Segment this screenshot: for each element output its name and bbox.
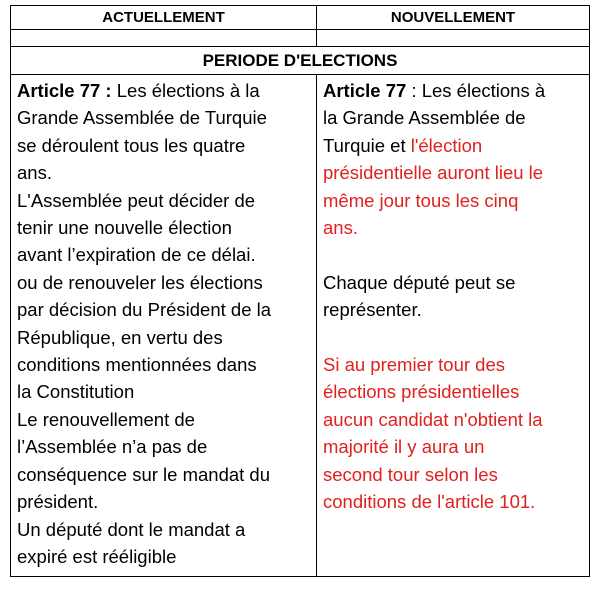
section-title: PERIODE D'ELECTIONS: [202, 51, 398, 70]
current-line: président.: [17, 491, 99, 513]
new-red-line: aucun candidat n'obtient la: [323, 408, 543, 430]
current-line: ans.: [17, 162, 52, 184]
new-line-3-black: Turquie et: [323, 134, 411, 156]
current-line: ou de renouveler les élections: [17, 271, 263, 293]
new-line-2: la Grande Assemblée de: [323, 107, 526, 129]
current-line: la Constitution: [17, 381, 135, 403]
paragraph-gap: [323, 241, 583, 268]
new-red-line: élections présidentielles: [323, 381, 520, 403]
current-text-cell: [11, 75, 317, 576]
current-line: tenir une nouvelle élection: [17, 217, 232, 239]
current-line: Grande Assemblée de Turquie: [17, 107, 267, 129]
paragraph-gap: [323, 324, 583, 351]
new-line-3: [323, 132, 583, 159]
new-black-line: Chaque député peut se: [323, 271, 516, 293]
new-line-1: [323, 77, 583, 104]
empty-cell-right: [317, 30, 589, 46]
new-line-1-rest: : Les élections à: [406, 80, 546, 101]
current-line-1-rest: Les élections à la: [111, 80, 260, 101]
current-line: Un député dont le mandat a: [17, 518, 246, 540]
header-current: ACTUELLEMENT: [11, 6, 317, 29]
current-line: se déroulent tous les quatre: [17, 134, 246, 156]
comparison-table: [10, 5, 590, 577]
new-red-line: Si au premier tour des: [323, 354, 506, 376]
new-text-cell: [317, 75, 589, 576]
current-line: République, en vertu des: [17, 326, 223, 348]
new-red-line: majorité il y aura un: [323, 436, 485, 458]
current-line: l’Assemblée n’a pas de: [17, 436, 208, 458]
new-red-line: conditions de l'article 101.: [323, 491, 536, 513]
new-red-line: second tour selon les: [323, 463, 498, 485]
current-line-1: [17, 77, 310, 104]
new-black-line: représenter.: [323, 299, 422, 321]
empty-cell-left: [11, 30, 317, 46]
new-red-line: ans.: [323, 217, 358, 239]
current-line: conséquence sur le mandat du: [17, 463, 271, 485]
new-article-label: Article 77: [323, 80, 407, 101]
new-line-3-red: l'élection: [410, 134, 483, 156]
current-line: expiré est rééligible: [17, 545, 177, 567]
content-row: [11, 75, 589, 576]
new-red-line: présidentielle auront lieu le: [323, 162, 544, 184]
current-line: Le renouvellement de: [17, 408, 195, 430]
current-article-label: Article 77 :: [17, 80, 112, 101]
header-new: NOUVELLEMENT: [390, 9, 516, 26]
current-line: L'Assemblée peut décider de: [17, 189, 256, 211]
new-red-line: même jour tous les cinq: [323, 189, 519, 211]
section-row: [11, 47, 589, 75]
header-row: [11, 6, 589, 30]
current-line: avant l’expiration de ce délai.: [17, 244, 256, 266]
empty-row: [11, 30, 589, 47]
current-line: par décision du Président de la: [17, 299, 272, 321]
current-line: conditions mentionnées dans: [17, 354, 257, 376]
